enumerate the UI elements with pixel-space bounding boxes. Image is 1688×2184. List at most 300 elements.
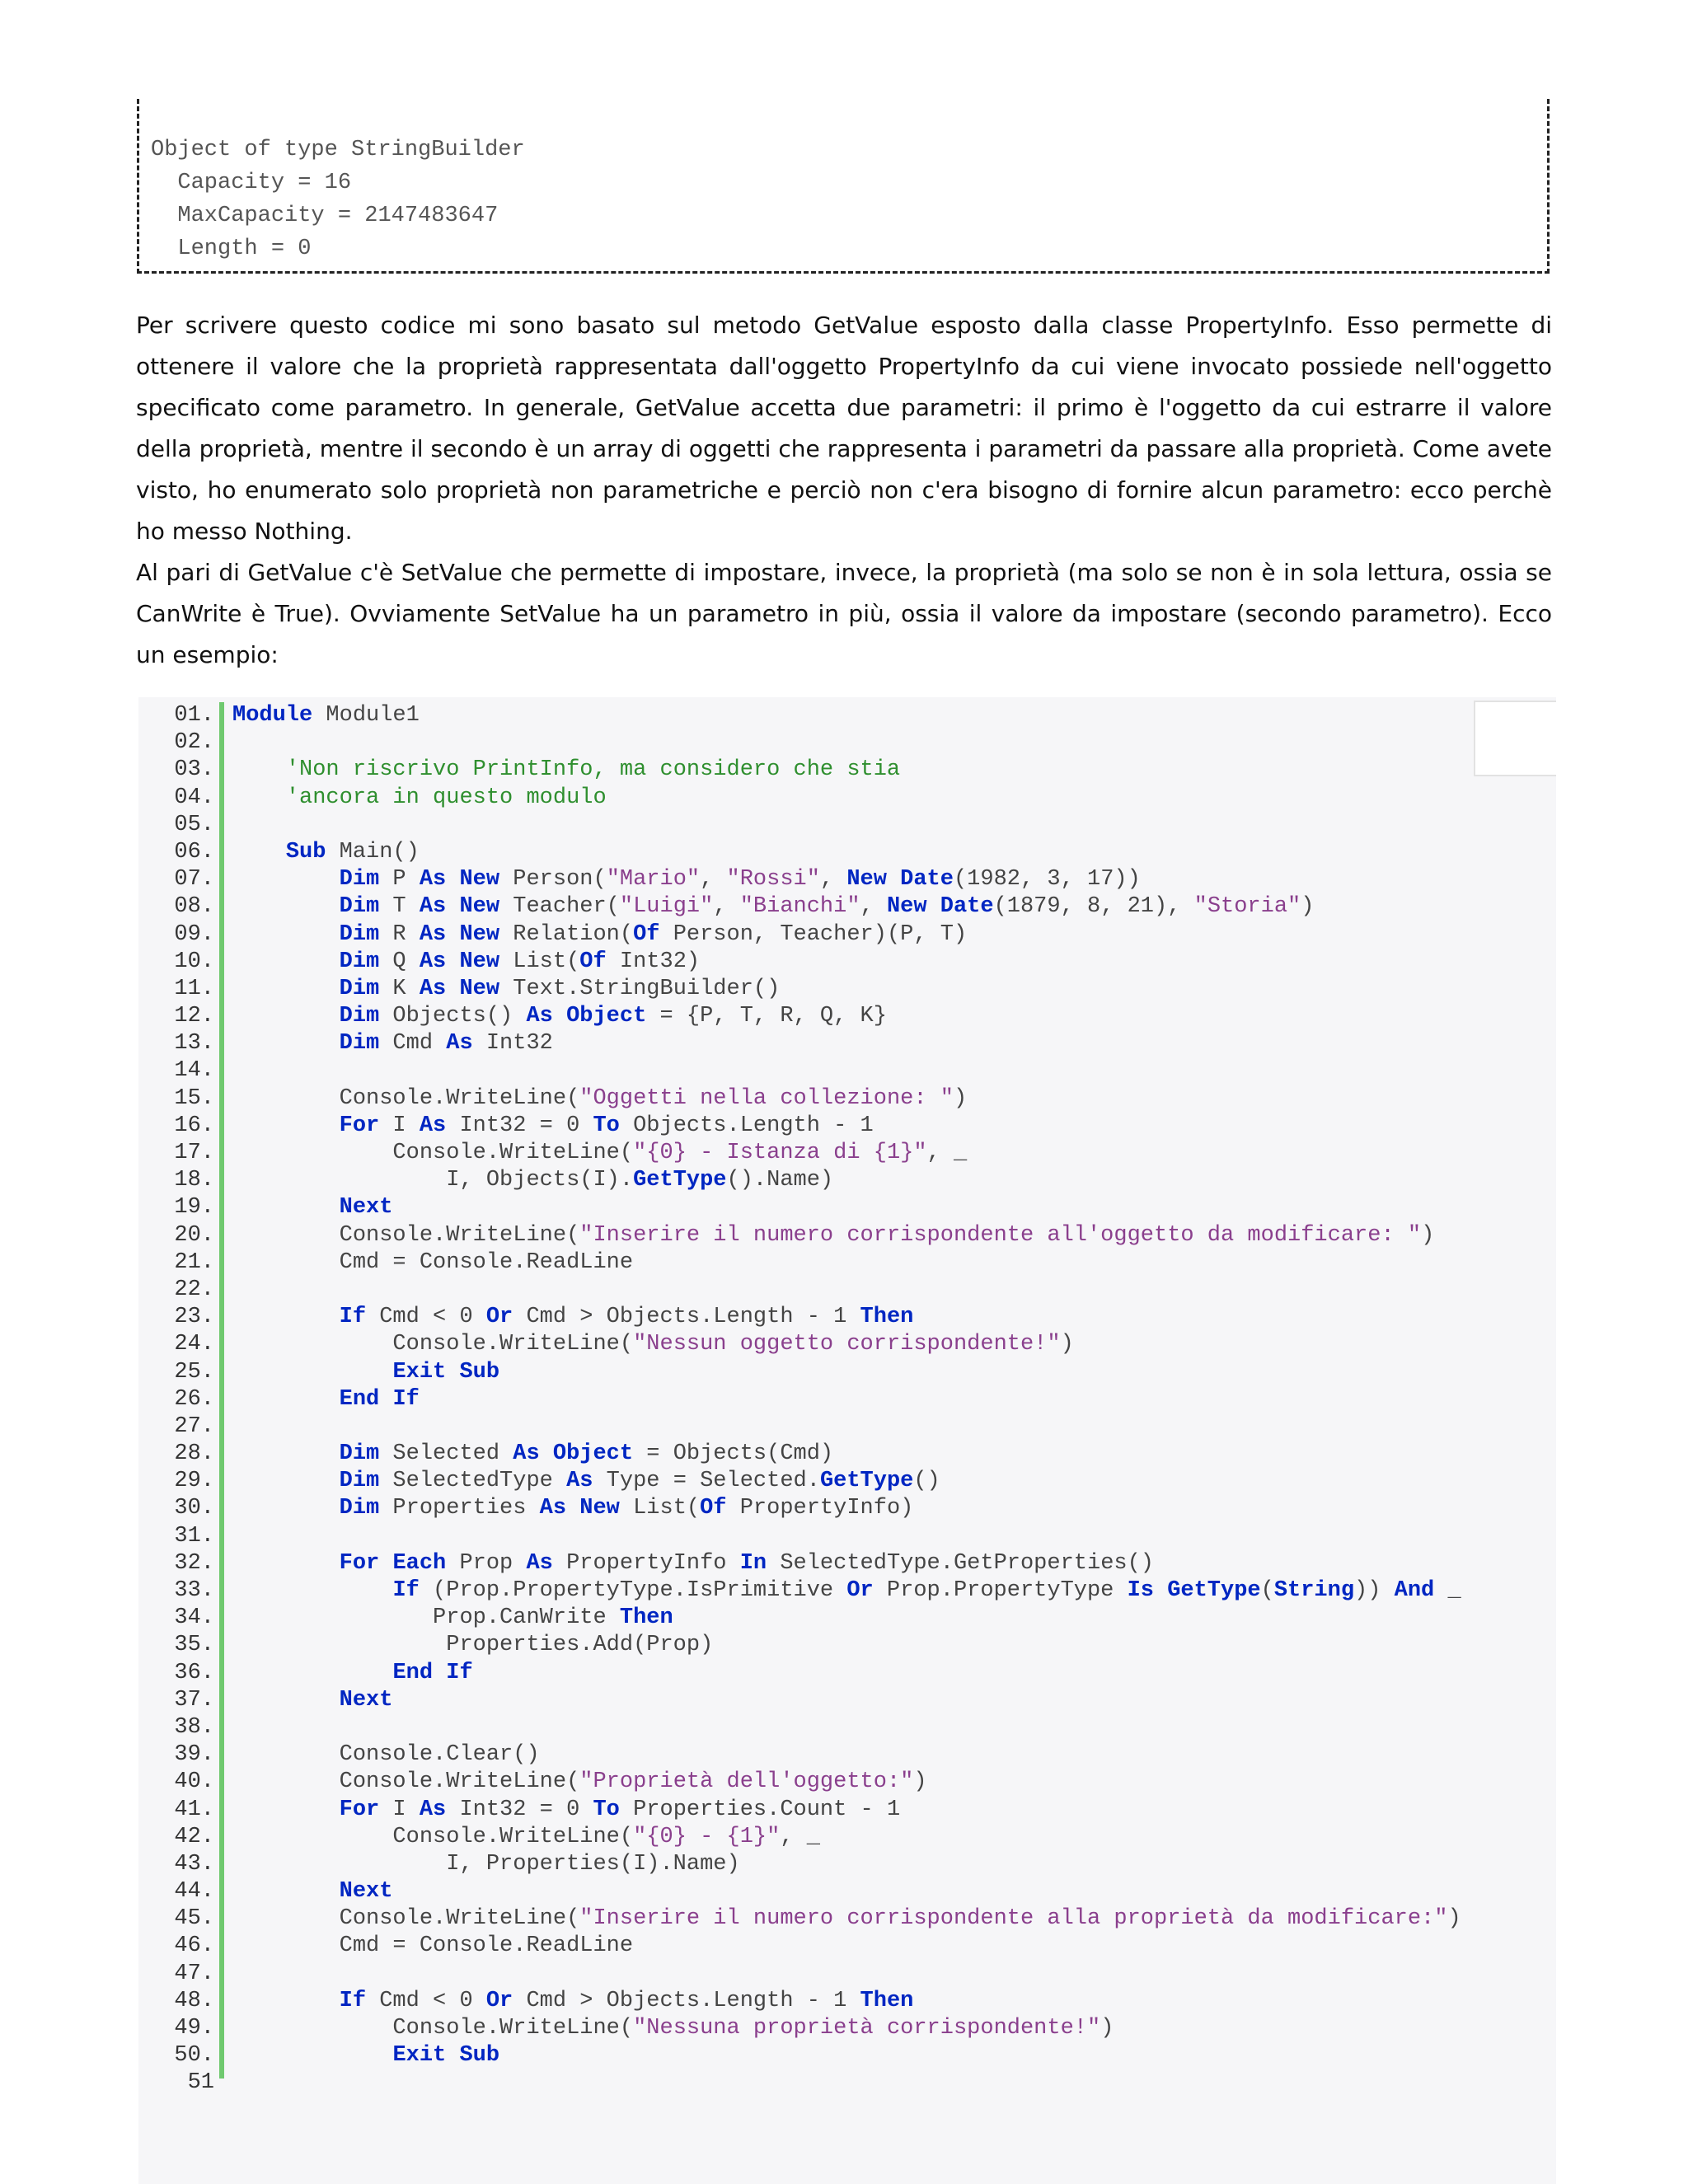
code-token: ().Name)	[726, 1168, 834, 1193]
line-number: 25.	[174, 1359, 214, 1385]
line-number: 37.	[174, 1687, 214, 1713]
code-token	[379, 1551, 392, 1576]
line-number: 51	[187, 2070, 214, 2096]
code-line	[138, 1632, 1461, 1659]
line-number: 39.	[174, 1742, 214, 1768]
code-token: )	[1447, 1906, 1461, 1932]
paragraph: Per scrivere questo codice mi sono basato sul metodo GetValue esposto dalla classe PropertyInfo. Esso permette di ottenere il valore che la proprietà rappresentata dall'oggetto PropertyInfo da cui viene invocato possiede nell'oggetto specificato come parametro. In generale, GetValue accetta due parametri: il primo è l'oggetto da cui estrarre il valore della proprietà, mentre il secondo è un array di oggetti che rappresenta i parametri da passare alla proprietà. Come avete visto, ho enumerato solo proprietà non parametriche e perciò non c'era bisogno di fornire alcun parametro: ecco perchè ho messo Nothing.	[136, 312, 1552, 545]
keyword-token: To	[593, 1797, 620, 1822]
code-line	[138, 785, 1461, 812]
code-token: (	[1260, 1578, 1274, 1603]
output-line: Length = 0	[151, 237, 312, 261]
code-token	[446, 867, 459, 892]
keyword-token: Sub	[285, 839, 326, 865]
line-number: 05.	[174, 812, 214, 837]
line-number: 50.	[174, 2043, 214, 2069]
code-line	[138, 1550, 1461, 1577]
keyword-token: Of	[633, 921, 660, 947]
string-token: "Oggetti nella collezione: "	[579, 1085, 954, 1111]
code-token: PropertyInfo	[552, 1550, 740, 1576]
code-text	[214, 1988, 913, 2015]
code-line	[138, 893, 1461, 921]
line-number: 24.	[174, 1332, 214, 1357]
keyword-token: New	[886, 894, 927, 920]
code-text	[214, 1441, 833, 1468]
code-token: ))	[1354, 1578, 1395, 1603]
keyword-token: Of	[579, 949, 607, 974]
code-text	[214, 1769, 927, 1796]
code-text	[214, 1577, 1461, 1605]
keyword-token: New	[459, 921, 500, 947]
code-line	[138, 1878, 1461, 1905]
code-line	[138, 1441, 1461, 1468]
code-token	[232, 1305, 340, 1329]
code-line	[138, 1057, 1461, 1085]
line-number: 01.	[174, 703, 214, 728]
code-token	[232, 1113, 340, 1138]
string-token: "{0} - {1}"	[633, 1824, 781, 1849]
code-token: Cmd > Objects.Length - 1	[513, 1305, 860, 1330]
string-token: "Storia"	[1193, 894, 1301, 920]
keyword-token: For	[339, 1113, 380, 1138]
line-number: 48.	[174, 1988, 214, 2013]
keyword-token: To	[593, 1113, 620, 1138]
code-line	[138, 1741, 1461, 1769]
keyword-token: Dim	[339, 976, 380, 1001]
line-number: 08.	[174, 894, 214, 920]
line-number: 49.	[174, 2016, 214, 2041]
keyword-token: Object	[566, 1004, 647, 1029]
code-token: Int32 = 0	[446, 1797, 593, 1822]
keyword-token: If	[446, 1660, 473, 1685]
code-text	[214, 1797, 900, 1824]
code-token: Prop	[446, 1550, 527, 1576]
line-number: 22.	[174, 1277, 214, 1302]
code-token: )	[1100, 2016, 1114, 2041]
code-line	[138, 1769, 1461, 1796]
code-token: Console.WriteLine(	[232, 1906, 580, 1932]
line-number: 18.	[174, 1168, 214, 1193]
code-line	[138, 1523, 1461, 1550]
code-token: Person(	[499, 867, 607, 893]
code-token: ,	[700, 867, 727, 893]
code-token: Console.WriteLine(	[232, 1222, 580, 1248]
line-number: 44.	[174, 1879, 214, 1905]
code-text	[214, 1632, 713, 1659]
keyword-token: Is	[1127, 1578, 1154, 1603]
code-line	[138, 1113, 1461, 1140]
code-line	[138, 1468, 1461, 1495]
string-token: "Nessun oggetto corrispondente!"	[633, 1332, 1061, 1357]
code-token: SelectedType	[379, 1469, 567, 1494]
line-number: 32.	[174, 1550, 214, 1576]
code-text	[214, 921, 967, 949]
line-number: 27.	[174, 1413, 214, 1439]
keyword-token: In	[739, 1550, 767, 1576]
code-token	[232, 1989, 340, 2013]
code-token: Prop.PropertyType	[873, 1578, 1128, 1603]
code-token: Console.WriteLine(	[232, 1769, 580, 1795]
code-toolbar-box	[1474, 701, 1556, 776]
code-token: Console.WriteLine(	[232, 2016, 634, 2041]
code-token	[232, 1469, 340, 1493]
code-token: Objects.Length - 1	[619, 1113, 874, 1138]
line-number: 36.	[174, 1660, 214, 1685]
string-token: "Luigi"	[619, 894, 714, 920]
code-token: Cmd	[379, 1031, 447, 1057]
code-token: I, Properties(I).Name)	[232, 1851, 740, 1877]
line-number: 46.	[174, 1933, 214, 1959]
keyword-token: Then	[860, 1305, 914, 1330]
code-token: ,	[819, 867, 847, 893]
code-token	[1154, 1578, 1167, 1603]
code-text	[214, 1222, 1434, 1249]
code-token: Teacher(	[499, 894, 620, 920]
code-line	[138, 729, 1461, 757]
code-token	[232, 785, 286, 810]
code-token	[232, 840, 286, 865]
keyword-token: If	[339, 1988, 367, 2013]
keyword-token: Each	[392, 1550, 447, 1576]
keyword-token: Dim	[339, 867, 380, 893]
string-token: "Inserire il numero corrispondente alla proprietà da modificare:"	[579, 1906, 1448, 1932]
code-token: ,	[860, 894, 887, 920]
code-token: Cmd < 0	[366, 1988, 486, 2013]
line-number: 20.	[174, 1222, 214, 1248]
keyword-token: As	[446, 1031, 473, 1057]
code-token: P	[379, 867, 420, 893]
code-text	[214, 2015, 1114, 2042]
keyword-token: New	[459, 894, 500, 920]
line-number: 14.	[174, 1058, 214, 1084]
string-token: "Nessuna proprietà corrispondente!"	[633, 2016, 1101, 2041]
code-line	[138, 839, 1461, 866]
code-token: )	[913, 1769, 927, 1795]
line-number: 41.	[174, 1797, 214, 1822]
line-number: 13.	[174, 1031, 214, 1057]
code-line	[138, 1277, 1461, 1304]
code-token: Cmd = Console.ReadLine	[232, 1249, 634, 1275]
code-text	[214, 976, 780, 1003]
code-token: )	[1421, 1222, 1435, 1248]
line-number: 34.	[174, 1605, 214, 1631]
code-token	[232, 1688, 340, 1713]
keyword-token: Dim	[339, 949, 380, 974]
code-text	[214, 1741, 540, 1769]
code-line	[138, 1851, 1461, 1878]
code-token	[927, 894, 940, 919]
keyword-token: New	[459, 976, 500, 1001]
code-token: List(	[499, 949, 580, 974]
code-line	[138, 866, 1461, 893]
keyword-token: As	[566, 1469, 593, 1494]
keyword-token: End	[392, 1660, 434, 1685]
code-token: List(	[619, 1496, 701, 1521]
code-token	[553, 1004, 566, 1029]
keyword-token: Sub	[459, 1359, 500, 1385]
console-output-box	[137, 99, 1550, 274]
keyword-token: GetType	[633, 1168, 727, 1193]
code-line	[138, 1961, 1461, 1988]
code-token: PropertyInfo)	[726, 1496, 914, 1521]
keyword-token: Or	[485, 1988, 513, 2013]
code-line	[138, 1605, 1461, 1632]
keyword-token: As	[419, 921, 447, 947]
line-number: 28.	[174, 1441, 214, 1467]
keyword-token: Or	[846, 1578, 874, 1603]
code-line	[138, 1222, 1461, 1249]
line-number: 31.	[174, 1523, 214, 1549]
comment-token: 'Non riscrivo PrintInfo, ma considero che stia	[285, 757, 901, 783]
code-lines	[138, 702, 1461, 2097]
code-text	[214, 1605, 673, 1632]
code-token	[566, 1496, 579, 1521]
keyword-token: Exit	[392, 1359, 447, 1385]
code-token: )	[1060, 1332, 1074, 1357]
line-number: 17.	[174, 1141, 214, 1165]
code-line	[138, 1797, 1461, 1824]
code-text	[214, 1331, 1074, 1358]
keyword-token: New	[459, 949, 500, 974]
line-number: 09.	[174, 921, 214, 947]
code-token: (1879, 8, 21),	[993, 894, 1194, 920]
code-line	[138, 812, 1461, 839]
keyword-token: New	[579, 1496, 620, 1521]
keyword-token: Object	[552, 1441, 634, 1467]
code-token: Int32	[472, 1031, 553, 1057]
output-line: Capacity = 16	[151, 171, 352, 195]
code-token: Properties	[379, 1496, 540, 1521]
code-token	[887, 867, 900, 892]
code-text	[214, 893, 1314, 921]
keyword-token: Of	[700, 1496, 727, 1521]
code-line	[138, 1714, 1461, 1741]
code-token	[232, 1797, 340, 1822]
code-token: ,	[713, 894, 740, 920]
code-token	[446, 922, 459, 947]
keyword-token: Dim	[339, 1031, 380, 1057]
line-number: 12.	[174, 1004, 214, 1029]
keyword-token: Then	[619, 1605, 673, 1631]
code-text	[214, 1113, 874, 1140]
keyword-token: As	[419, 894, 447, 920]
code-token: K	[379, 976, 420, 1001]
code-line	[138, 1085, 1461, 1113]
keyword-token: If	[392, 1386, 420, 1412]
keyword-token: As	[526, 1004, 553, 1029]
code-token: Properties.Add(Prop)	[232, 1633, 714, 1658]
output-line: Object of type StringBuilder	[151, 138, 525, 162]
code-token: R	[379, 921, 420, 947]
keyword-token: As	[513, 1441, 540, 1467]
code-token	[232, 1661, 392, 1685]
code-token	[232, 949, 340, 974]
keyword-token: Next	[339, 1195, 393, 1221]
keyword-token: As	[419, 867, 447, 893]
code-token	[446, 949, 459, 974]
keyword-token: Date	[900, 867, 954, 893]
code-token: Cmd = Console.ReadLine	[232, 1933, 634, 1959]
keyword-token: String	[1273, 1578, 1355, 1603]
line-number: 29.	[174, 1469, 214, 1494]
keyword-token: As	[419, 949, 447, 974]
keyword-token: For	[339, 1550, 380, 1576]
code-token	[232, 1195, 340, 1220]
code-token: ()	[913, 1469, 940, 1494]
keyword-token: Exit	[392, 2043, 447, 2069]
code-text	[214, 2042, 499, 2069]
code-token: Type = Selected.	[593, 1469, 820, 1494]
line-number: 43.	[174, 1851, 214, 1877]
code-token: , _	[780, 1824, 820, 1849]
keyword-token: New	[459, 867, 500, 893]
code-line	[138, 921, 1461, 949]
code-token: = Objects(Cmd)	[633, 1441, 834, 1467]
line-number: 45.	[174, 1906, 214, 1932]
line-number: 42.	[174, 1824, 214, 1849]
keyword-token: For	[339, 1797, 380, 1822]
code-token: _	[1434, 1578, 1461, 1603]
keyword-token: And	[1394, 1578, 1435, 1603]
code-text	[214, 1687, 392, 1714]
code-text	[214, 1468, 940, 1495]
code-text	[214, 1030, 553, 1057]
string-token: "Mario"	[606, 867, 701, 893]
string-token: "Bianchi"	[739, 894, 860, 920]
code-line	[138, 1687, 1461, 1714]
code-line	[138, 1249, 1461, 1277]
code-token: Console.WriteLine(	[232, 1332, 634, 1357]
paragraph: Al pari di GetValue c'è SetValue che permette di impostare, invece, la proprietà (ma solo se non è in sola lettura, ossia se CanWrite è True). Ovviamente SetValue ha un parametro in più, ossia il valore da impostare (secondo parametro). Ecco un esempio:	[136, 559, 1552, 668]
keyword-token: GetType	[1167, 1578, 1261, 1603]
code-token	[232, 1551, 340, 1576]
line-number: 47.	[174, 1961, 214, 1986]
code-token: )	[1301, 894, 1315, 920]
code-token: Main()	[326, 839, 420, 865]
code-line	[138, 1194, 1461, 1221]
code-token: SelectedType.GetProperties()	[767, 1550, 1155, 1576]
line-number: 19.	[174, 1195, 214, 1221]
code-token	[232, 1360, 392, 1385]
code-line	[138, 1167, 1461, 1194]
code-line	[138, 2042, 1461, 2069]
code-token: (Prop.PropertyType.IsPrimitive	[419, 1578, 847, 1603]
code-token: = {P, T, R, Q, K}	[646, 1004, 887, 1029]
code-line	[138, 949, 1461, 976]
code-text	[214, 1249, 633, 1277]
keyword-token: Next	[339, 1687, 393, 1713]
code-text	[214, 757, 900, 784]
string-token: "Rossi"	[726, 867, 820, 893]
line-number: 33.	[174, 1578, 214, 1603]
code-token: Cmd > Objects.Length - 1	[513, 1988, 860, 2013]
keyword-token: As	[539, 1496, 567, 1521]
keyword-token: Dim	[339, 1441, 380, 1467]
code-line	[138, 1030, 1461, 1057]
code-token: I	[379, 1797, 420, 1822]
code-token	[232, 1879, 340, 1904]
code-line	[138, 1386, 1461, 1413]
code-token: Prop.CanWrite	[232, 1605, 620, 1631]
output-line: MaxCapacity = 2147483647	[151, 204, 499, 228]
code-text	[214, 1495, 913, 1522]
code-token: I, Objects(I).	[232, 1168, 634, 1193]
code-token	[446, 2043, 459, 2068]
keyword-token: Dim	[339, 1469, 380, 1494]
keyword-token: Dim	[339, 894, 380, 920]
keyword-token: Date	[940, 894, 994, 920]
code-token	[540, 1441, 553, 1466]
keyword-token: Dim	[339, 1004, 380, 1029]
line-number: 40.	[174, 1769, 214, 1795]
code-text	[214, 1194, 392, 1221]
line-number: 23.	[174, 1305, 214, 1330]
code-token: Int32)	[606, 949, 701, 974]
keyword-token: As	[526, 1550, 553, 1576]
keyword-token: As	[419, 976, 447, 1001]
keyword-token: Next	[339, 1879, 393, 1905]
code-token: Properties.Count - 1	[619, 1797, 901, 1822]
code-text	[214, 1085, 967, 1113]
code-token: I	[379, 1113, 420, 1138]
code-text	[214, 839, 420, 866]
keyword-token: GetType	[819, 1469, 914, 1494]
code-line	[138, 1905, 1461, 1933]
code-text	[214, 1851, 740, 1878]
code-line	[138, 1824, 1461, 1851]
line-number: 07.	[174, 867, 214, 893]
code-line	[138, 1003, 1461, 1030]
code-token	[232, 1496, 340, 1521]
keyword-token: Dim	[339, 1496, 380, 1521]
code-token	[232, 922, 340, 947]
code-token: )	[953, 1085, 968, 1111]
code-text	[214, 785, 607, 812]
code-line	[138, 2015, 1461, 2042]
line-number: 30.	[174, 1496, 214, 1521]
code-token	[232, 867, 340, 892]
code-line	[138, 1140, 1461, 1167]
code-token: Console.Clear()	[232, 1742, 540, 1768]
code-token	[433, 1661, 446, 1685]
keyword-token: Or	[485, 1305, 513, 1330]
keyword-token: If	[339, 1305, 367, 1330]
keyword-token: Then	[860, 1988, 914, 2013]
code-line	[138, 1577, 1461, 1605]
code-text	[214, 1140, 967, 1167]
code-text	[214, 1003, 887, 1030]
code-line	[138, 1413, 1461, 1441]
explanation-text	[136, 305, 1552, 676]
line-number: 26.	[174, 1386, 214, 1412]
keyword-token: End	[339, 1386, 380, 1412]
code-token: Console.WriteLine(	[232, 1824, 634, 1849]
keyword-token: Module	[232, 703, 313, 728]
code-token	[232, 757, 286, 782]
line-number: 16.	[174, 1113, 214, 1138]
line-number: 06.	[174, 839, 214, 865]
line-number: 38.	[174, 1714, 214, 1740]
code-text	[214, 1824, 820, 1851]
code-text	[214, 866, 1141, 893]
code-text	[214, 1660, 473, 1687]
code-text	[214, 1905, 1461, 1933]
string-token: "Inserire il numero corrispondente all'oggetto da modificare: "	[579, 1222, 1422, 1248]
keyword-token: New	[846, 867, 887, 893]
code-line	[138, 1359, 1461, 1386]
code-token	[232, 2043, 392, 2068]
code-token	[232, 894, 340, 919]
